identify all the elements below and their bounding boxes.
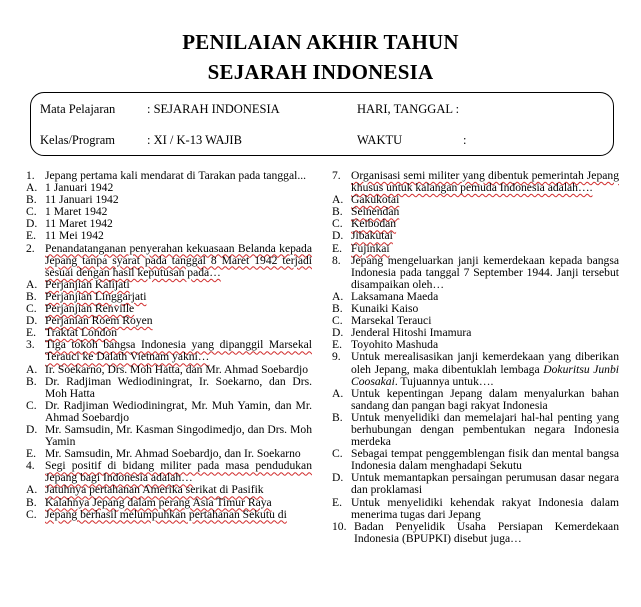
option: D. 11 Maret 1942: [26, 217, 113, 231]
option: E. Fujinkai: [332, 241, 390, 255]
option: C. Keibodan: [332, 217, 397, 231]
option: D. Untuk memantapkan persaingan perumusan dasar negara dan proklamasi: [332, 471, 619, 497]
page-title: PENILAIAN AKHIR TAHUN: [182, 30, 459, 54]
option: A. Gakukotai: [332, 193, 400, 207]
option: C. Sebagai tempat penggemblengan fisik dan mental bangsa Indonesia dalam menghadapi Sekutu: [332, 447, 619, 473]
question-number: 1.: [26, 169, 35, 182]
question-number: 8.: [332, 253, 341, 267]
option: C. Dr. Radjiman Wediodiningrat, Mr. Muh Yamin, dan Mr. Ahmad Soebardjo: [26, 398, 312, 424]
option: C. 1 Maret 1942: [26, 205, 108, 219]
questions-left-column: [26, 170, 312, 521]
subject-value: : SEJARAH INDONESIA: [147, 102, 280, 116]
question-number: 10.: [332, 519, 347, 533]
date-label: HARI, TANGGAL :: [357, 102, 460, 116]
question-number: 9.: [332, 350, 341, 364]
time-label: WAKTU: [357, 133, 403, 147]
institution-name: Dokuritsu Junbi Coosakai: [351, 362, 619, 388]
question-text: Organisasi semi militer yang dibentuk pemerintah Jepang khusus untuk kalangan pemuda Indonesia adalah….: [351, 169, 619, 195]
option: B. Seinendan: [332, 205, 400, 219]
question-7: [332, 170, 619, 194]
option: E. Toyohito Mashuda: [332, 338, 439, 352]
question-number: 3.: [26, 338, 35, 352]
question-10: [332, 521, 619, 545]
option: D. Mr. Samsudin, Mr. Kasman Singodimedjo, dan Drs. Moh Yamin: [26, 422, 312, 449]
time-colon: :: [463, 133, 467, 147]
option: B. 11 Januari 1942: [26, 193, 119, 207]
option: E. Untuk menyelidiki kehendak rakyat Indonesia dalam menerima tugas dari Jepang: [332, 495, 619, 521]
option: B. Untuk menyelidiki dan memelajari hal-hal penting yang berhubungan dengan pembentukan negara Indonesia merdeka: [332, 410, 619, 449]
option: C. Marsekal Terauci: [332, 314, 432, 328]
class-value: : XI / K-13 WAJIB: [147, 133, 242, 147]
question-text: Badan Penyelidik Usaha Persiapan Kemerdekaan Indonesia (BPUPKI) disebut juga…: [354, 519, 619, 545]
option: E. 11 Mei 1942: [26, 229, 104, 243]
option: A. Perjanjian Kalijati: [26, 277, 130, 291]
option: C. Jepang berhasil melumpuhkan pertahanan Sekutu di: [26, 507, 287, 521]
question-3: [26, 339, 312, 363]
option: A. Untuk kepentingan Jepang dalam menyalurkan bahan sandang dan pangan bagi rakyat Indonesia: [332, 386, 619, 412]
question-number: 7.: [332, 169, 341, 182]
question-text: Untuk merealisasikan janji kemerdekaan yang diberikan oleh Jepang, maka dibentuklah lembaga Dokuritsu Junbi Coosakai. Tujuannya untuk….: [351, 350, 619, 388]
option: A. Laksamana Maeda: [332, 289, 439, 303]
option: C. Perjanjian Renville: [26, 302, 135, 316]
question-number: 4.: [26, 459, 35, 473]
question-8: [332, 255, 619, 291]
option: E. Traktat London: [26, 326, 118, 340]
question-text: Penandatanganan penyerahan kekuasaan Belanda kepada Jepang tanpa syarat pada tanggal 8 Maret 1942 terjadi sesuai dengan hasil keputusan pada…: [45, 241, 312, 279]
subject-label: Mata Pelajaran: [40, 102, 116, 116]
option: D. Jibakutai: [332, 229, 393, 243]
question-text: Tiga tokoh bangsa Indonesia yang dipanggil Marsekal Terauci ke Dalath Vietnam yakni…: [45, 338, 312, 364]
option: B. Perjanjian Linggarjati: [26, 289, 147, 303]
question-4: [26, 460, 312, 484]
option: A. 1 Januari 1942: [26, 181, 114, 195]
option: D. Jenderal Hitoshi Imamura: [332, 326, 472, 340]
option: A. Jatuhnya pertahanan Amerika serikat di Pasifik: [26, 483, 264, 497]
option: B. Kunaiki Kaiso: [332, 302, 419, 316]
question-2: [26, 243, 312, 279]
question-text: Jepang pertama kali mendarat di Tarakan pada tanggal...: [45, 169, 307, 182]
option: A. Ir. Soekarno, Drs. Moh Hatta, dan Mr. Ahmad Soebardjo: [26, 362, 309, 376]
option: E. Mr. Samsudin, Mr. Ahmad Soebardjo, dan Ir. Soekarno: [26, 447, 301, 461]
question-9: [332, 351, 619, 387]
question-number: 2.: [26, 241, 35, 255]
option: B. Dr. Radjiman Wediodiningrat, Ir. Soekarno, dan Drs. Moh Hatta: [26, 374, 312, 400]
class-label: Kelas/Program: [40, 133, 115, 147]
option: B. Kalahnya Jepang dalam perang Asia Timur Raya: [26, 495, 272, 509]
questions-right-column: [332, 170, 619, 545]
option: D. Perjanian Roem Royen: [26, 314, 153, 328]
question-text: Segi positif di bidang militer pada masa pendudukan Jepang bagi Indonesia adalah…: [45, 459, 312, 485]
question-text: Jepang mengeluarkan janji kemerdekaan kepada bangsa Indonesia pada tanggal 7 September 1944. Janji tersebut disampaikan oleh…: [351, 253, 619, 291]
page-subtitle: SEJARAH INDONESIA: [207, 60, 434, 84]
exam-info-box: [30, 92, 614, 156]
